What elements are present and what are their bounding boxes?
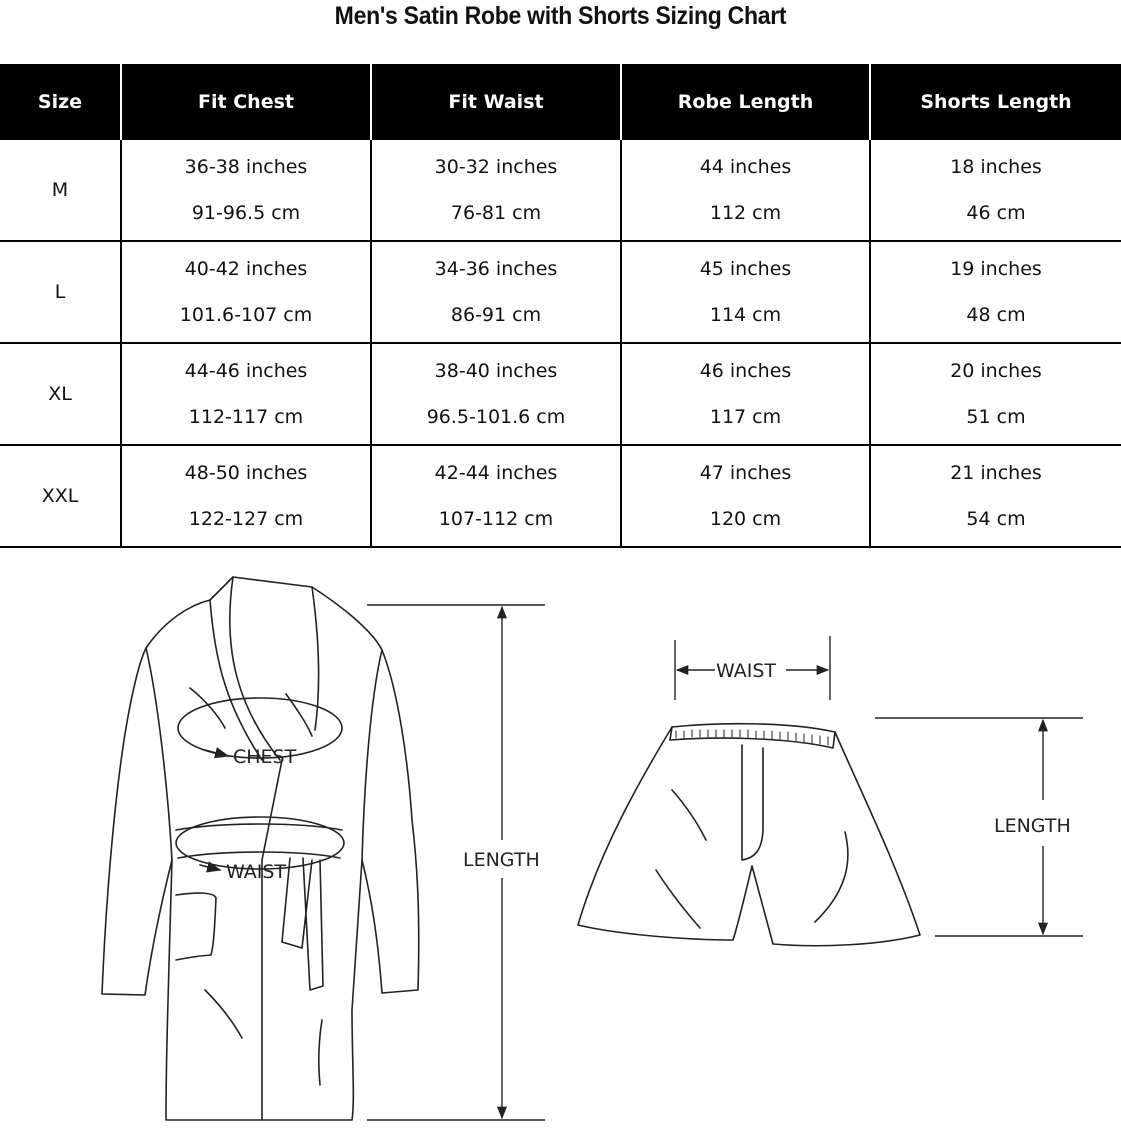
robe-length-cell [621,445,870,547]
shorts-inches: 21 inches [950,462,1042,484]
chest-cm: 122-127 cm [188,508,304,530]
waist-cm: 96.5-101.6 cm [426,406,566,428]
robe-length-cell [621,241,870,343]
robe-inches: 47 inches [699,462,792,484]
waist-cell [371,140,621,241]
waist-inches: 30-32 inches [434,156,558,178]
shorts-fly [742,745,763,860]
shorts-inches: 20 inches [950,360,1042,382]
robe-cm: 117 cm [709,406,782,428]
chest-inches: 44-46 inches [184,360,308,382]
robe-inches: 44 inches [699,156,792,178]
robe-illustration [102,577,419,1120]
chest-cell [121,445,371,547]
waist-cm: 86-91 cm [450,304,542,326]
shorts-length-cell [870,241,1121,343]
shorts-inches: 19 inches [950,258,1042,280]
shorts-cm: 48 cm [966,304,1026,326]
chest-inches: 48-50 inches [184,462,308,484]
robe-inches: 45 inches [699,258,792,280]
header-size: Size [0,64,121,140]
waist-inches: 34-36 inches [434,258,558,280]
chart-title: Men's Satin Robe with Shorts Sizing Chart [334,2,787,30]
waist-cm: 76-81 cm [450,202,542,224]
robe-cm: 112 cm [709,202,782,224]
robe-length-label: LENGTH [463,849,540,871]
shorts-fold-lines [656,790,848,928]
chest-cell [121,343,371,445]
waist-cell [371,343,621,445]
waist-inches: 38-40 inches [434,360,558,382]
robe-outline [102,577,419,1120]
waist-cm: 107-112 cm [438,508,554,530]
chest-cell [121,140,371,241]
shorts-length-cell [870,140,1121,241]
measurement-diagram [0,560,1121,1130]
shorts-length-label: LENGTH [994,815,1071,837]
chest-cell [121,241,371,343]
size-table [0,64,1121,548]
size-cell: XL [0,343,121,445]
shorts-length-cell [870,343,1121,445]
robe-belt [176,824,342,990]
header-fit-chest: Fit Chest [121,64,371,140]
table-row [0,140,1121,241]
header-shorts-length: Shorts Length [870,64,1121,140]
size-cell: XXL [0,445,121,547]
shorts-cm: 54 cm [966,508,1026,530]
shorts-waistband [670,727,835,748]
robe-inches: 46 inches [699,360,792,382]
shorts-length-cell [870,445,1121,547]
shorts-cm: 51 cm [966,406,1026,428]
shorts-outline [578,724,920,946]
waist-inches: 42-44 inches [434,462,558,484]
shorts-illustration [578,724,920,946]
chest-cm: 91-96.5 cm [191,202,301,224]
size-cell: M [0,140,121,241]
waist-cell [371,241,621,343]
table-row [0,343,1121,445]
robe-length-cell [621,140,870,241]
chest-cm: 112-117 cm [188,406,304,428]
header-robe-length: Robe Length [621,64,870,140]
shorts-cm: 46 cm [966,202,1026,224]
chest-inches: 36-38 inches [184,156,308,178]
robe-cm: 120 cm [709,508,782,530]
shorts-inches: 18 inches [950,156,1042,178]
waist-cell [371,445,621,547]
header-fit-waist: Fit Waist [371,64,621,140]
shorts-waist-label: WAIST [716,660,777,682]
robe-pocket [176,893,216,960]
robe-length-cell [621,343,870,445]
robe-chest-label: CHEST [233,746,297,768]
table-header-row [0,64,1121,140]
chest-inches: 40-42 inches [184,258,308,280]
robe-cm: 114 cm [709,304,782,326]
chest-cm: 101.6-107 cm [179,304,313,326]
table-row [0,445,1121,547]
robe-waist-label: WAIST [226,861,287,883]
table-row [0,241,1121,343]
size-cell: L [0,241,121,343]
chest-arrow-icon [205,750,228,756]
